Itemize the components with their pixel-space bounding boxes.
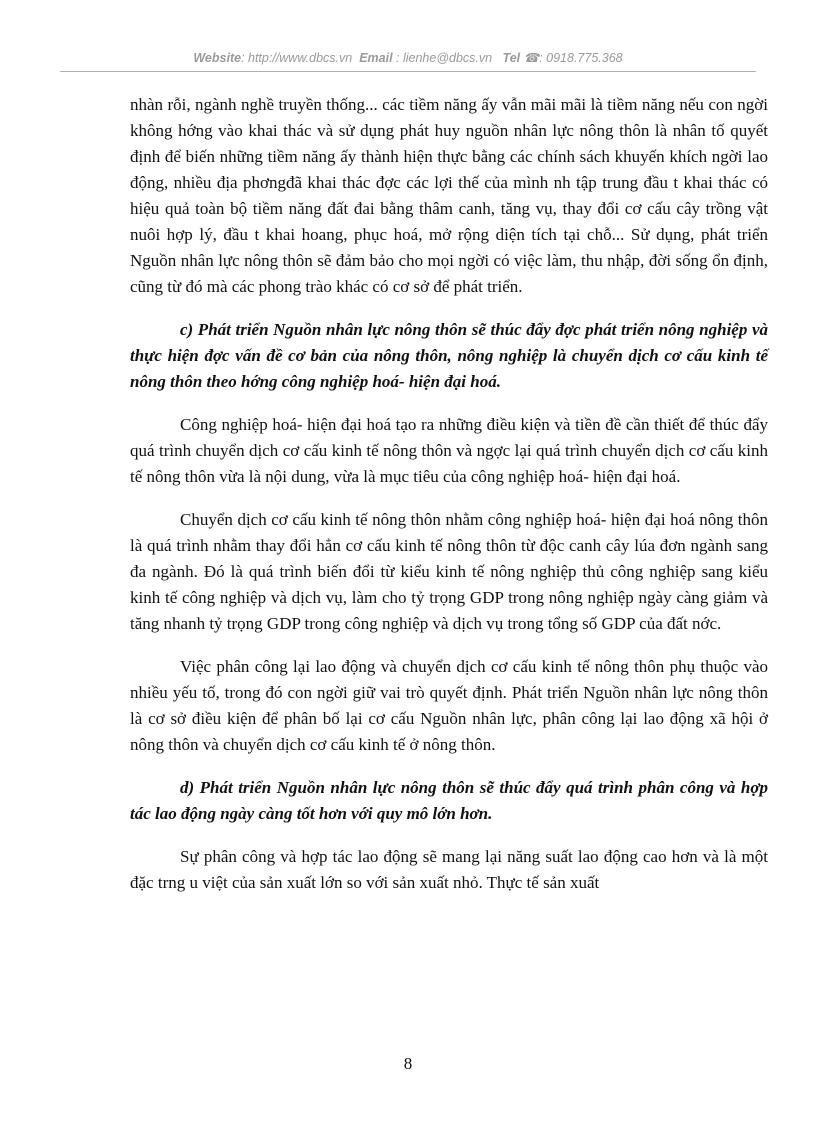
paragraph-4: Việc phân công lại lao động và chuyển dịch cơ cấu kinh tế nông thôn phụ thuộc vào nhiều yếu tố, trong đó con ngời giữ vai trò quyết định. Phát triển Nguồn nhân lực nông thôn là cơ sở điều kiện để phân bố lại cơ cấu Nguồn nhân lực, phân công lại lao động xã hội ở nông thôn và chuyển dịch cơ cấu kinh tế ở nông thôn. xyxy=(130,657,768,754)
section-heading-c: c) Phát triển Nguồn nhân lực nông thôn sẽ thúc đẩy đợc phát triển nông nghiệp và thực hiện đợc vấn đề cơ bản của nông thôn, nông nghiệp là chuyển dịch cơ cấu kinh tế nông thôn theo hớng công nghiệp hoá- hiện đại hoá. xyxy=(130,320,768,391)
email-label: Email xyxy=(359,51,393,65)
page-number: 8 xyxy=(403,1054,413,1073)
phone-icon: ☎ xyxy=(523,51,540,65)
page-header xyxy=(60,50,756,72)
section-heading-d: d) Phát triển Nguồn nhân lực nông thôn sẽ thúc đẩy quá trình phân công và hợp tác lao động ngày càng tốt hơn với quy mô lớn hơn. xyxy=(130,778,768,823)
email-value: : lienhe@dbcs.vn xyxy=(396,51,493,65)
paragraph-2: Công nghiệp hoá- hiện đại hoá tạo ra những điều kiện và tiền đề cần thiết để thúc đẩy quá trình chuyển dịch cơ cấu kinh tế nông thôn và ngợc lại quá trình chuyển dịch cơ cấu kinh tế nông thôn vừa là nội dung, vừa là mục tiêu của công nghiệp hoá- hiện đại hoá. xyxy=(130,415,768,486)
website-label: Website xyxy=(193,51,242,65)
tel-value: : 0918.775.368 xyxy=(539,51,623,65)
paragraph-5: Sự phân công và hợp tác lao động sẽ mang lại năng suất lao động cao hơn và là một đặc trng u việt của sản xuất lớn so với sản xuất nhỏ. Thực tế sản xuất xyxy=(130,847,768,892)
document-body xyxy=(130,92,768,913)
paragraph-3: Chuyển dịch cơ cấu kinh tế nông thôn nhằm công nghiệp hoá- hiện đại hoá nông thôn là quá trình nhằm thay đổi hẳn cơ cấu kinh tế nông thôn từ độc canh cây lúa đơn ngành sang đa ngành. Đó là quá trình biến đổi từ kiểu kinh tế nông nghiệp thủ công nghiệp sang kiểu kinh tế công nghiệp và dịch vụ, làm cho tỷ trọng GDP trong nông nghiệp ngày càng giảm và tăng nhanh tỷ trọng GDP trong công nghiệp và dịch vụ trong tổng số GDP của đất nớc. xyxy=(130,510,768,633)
paragraph-1: nhàn rỗi, ngành nghề truyền thống... các tiềm năng ấy vẫn mãi mãi là tiềm năng nếu con ngời không hớng vào khai thác và sử dụng phát huy nguồn nhân lực nông thôn là nhân tố quyết định để biến những tiềm năng ấy thành hiện thực bằng các chính sách khuyến khích ngời lao động, nhiều địa phơngđã khai thác đợc các lợi thế của mình nh tập trung đầu t khai thác có hiệu quả toàn bộ tiềm năng đất đai bằng thâm canh, tăng vụ, thay đổi cơ cấu cây trồng vật nuôi hợp lý, đầu t khai hoang, phục hoá, mở rộng diện tích tại chỗ... Sử dụng, phát triển Nguồn nhân lực nông thôn sẽ đảm bảo cho mọi ngời có việc làm, thu nhập, đời sống ổn định, cũng từ đó mà các phong trào khác có cơ sở để phát triển. xyxy=(130,95,768,296)
website-value: : http://www.dbcs.vn xyxy=(241,51,353,65)
tel-label: Tel xyxy=(502,51,521,65)
